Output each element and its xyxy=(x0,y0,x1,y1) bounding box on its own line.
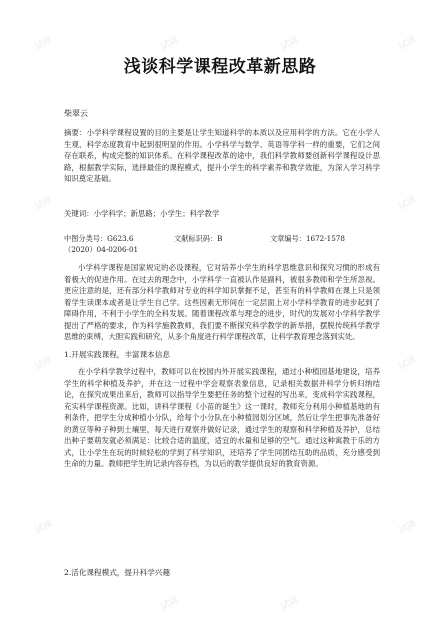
author-name: 柴翠云 xyxy=(64,109,88,118)
watermark: 试读 xyxy=(397,195,419,213)
issue-number: （2020）04-0206-01 xyxy=(64,245,139,254)
section-heading: 1.开展实践课程，丰富课本信息 xyxy=(64,350,170,359)
watermark: 试读 xyxy=(279,35,301,53)
keywords-line: 关键词：小学科学；新思路；小学生；科学教学 xyxy=(64,209,220,218)
abstract-paragraph: 摘要：小学科学课程设置的目的主要是让学生知道科学的本质以及应用科学的方法。它在小学人生观、科学态度教育中起到很明显的作用。小学科学与数学、英语等学科一样的重要，它们之间存在联系，构成完整的知识体系。在科学课程改革的途中，我们科学教师要创新科学课程设计思路，根据教学实际，选择最佳的课程模式，提升小学生的科学素养和教学效能，为深入学习科学知识奠定基础。 xyxy=(64,128,380,183)
watermark: 试读 xyxy=(33,519,55,537)
watermark: 试读 xyxy=(397,355,419,373)
article-title: 浅谈科学课程改革新思路 xyxy=(123,57,317,77)
document-code: 文献标识码：B xyxy=(174,234,223,243)
publication-metadata xyxy=(64,233,380,255)
watermark: 试读 xyxy=(159,35,181,53)
watermark: 试读 xyxy=(397,519,419,537)
clc-number: 中图分类号：G623.6 xyxy=(64,234,134,243)
watermark: 试读 xyxy=(33,355,55,373)
article-number: 文章编号：1672-1578 xyxy=(270,234,345,243)
watermark: 试读 xyxy=(33,195,55,213)
watermark: 试读 xyxy=(279,595,301,613)
section-heading: 2.活化课程模式，提升科学兴趣 xyxy=(64,568,170,577)
watermark: 试读 xyxy=(33,35,55,53)
intro-paragraph: 小学科学课程是国家规定的必设课程，它对培养小学生的科学思维意识和探究习惯的形成有着极大的促进作用。在过去的理念中，小学科学一直被认作是副科，被很多教师和学生所忽视。更应注意的是，还有部分科学教师对专业的科学知识掌握不足，甚至有的科学教师在课上只是领着学生读课本或者是让学生自己学。这些因素无形间在一定层面上对小学科学教育的进步起到了障碍作用，不利于小学生的全科发展。随着课程改革与理念的进步，时代的发展对小学科学教学提出了严格的要求，作为科学施教教师，我们要不断探究科学教学的新举措，摆脱传统科学教学思维的束缚，大胆实践和研究，从多个角度进行科学课程改革，让科学教育理念落到实处。 xyxy=(64,263,380,341)
watermark: 试读 xyxy=(397,35,419,53)
watermark: 试读 xyxy=(159,595,181,613)
section-paragraph: 在小学科学教学过程中，教师可以在校园内外开展实践课程，通过小种植园基地建设，培养学生的科学种植及养护，并在这一过程中学会观察表象信息，记录相关数据并科学分析归纳结论，在探究成果出来后，教师可以指导学生要把任务的整个过程的写出来，变成科学实践课程，充实科学课程资源。比如，讲科学课程《小苗的诞生》这一课时，教师充分利用小种植基地的有利条件，把学生分成种植小分队，给每个小分队在小种植园划分区域，然后让学生把事先准备好的黄豆等种子种到土壤里，每天进行观察并做好记录，通过学生的观察和科学种植及养护，总结出种子要萌发就必须满足：比较合适的温度，适宜的水量和足够的空气。通过这种寓教于乐的方式，让小学生在玩的时候轻松的学到了科学知识，还培养了学生同团结互助的品质，充分感受到生命的力量。教师把学生的记录内容存档，为以后的教学提供良好的教育资源。 xyxy=(64,367,380,468)
